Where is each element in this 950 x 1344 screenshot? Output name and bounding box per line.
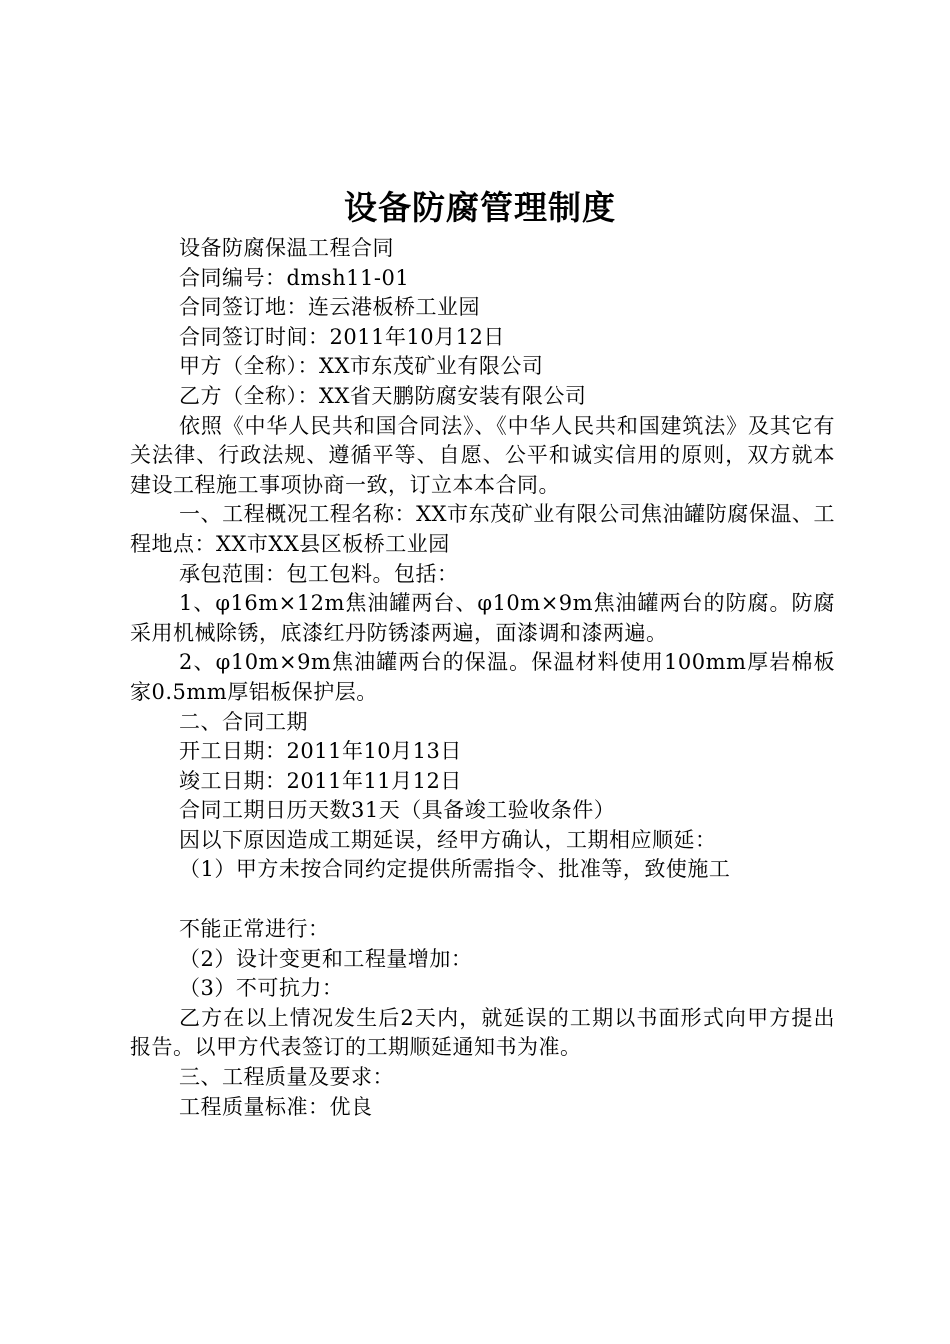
section-heading-quality: 三、工程质量及要求：: [179, 1065, 394, 1090]
start-date: 开工日期：2011年10月13日: [179, 739, 462, 764]
party-a: 甲方（全称）：XX市东茂矿业有限公司: [179, 354, 544, 379]
scope-item-insulation: 2、φ10m×9m焦油罐两台的保温。保温材料使用100mm厚岩棉板家0.5mm厚铝板保护层。: [130, 650, 835, 704]
quality-standard: 工程质量标准：优良: [179, 1094, 373, 1119]
legal-basis-paragraph: 依照《中华人民共和国合同法》、《中华人民共和国建筑法》及其它有关法律、行政法规、遵循平等、自愿、公平和诚实信用的原则，双方就本建设工程施工事项协商一致，订立本本合同。: [130, 413, 835, 497]
contract-heading: 设备防腐保温工程合同: [179, 236, 394, 260]
party-b: 乙方（全称）：XX省天鹏防腐安装有限公司: [179, 383, 587, 408]
document-title: 设备防腐管理制度: [344, 188, 616, 227]
signing-date: 合同签订时间：2011年10月12日: [179, 324, 505, 349]
scope-item-anticorrosion: 1、φ16m×12m焦油罐两台、φ10m×9m焦油罐两台的防腐。防腐采用机械除锈，底漆红丹防锈漆两遍，面漆调和漆两遍。: [130, 591, 835, 645]
contract-number: 合同编号：dmsh11-01: [179, 265, 410, 290]
section-heading-schedule: 二、合同工期: [179, 709, 308, 734]
project-overview: 一、工程概况工程名称：XX市东茂矿业有限公司焦油罐防腐保温、工程地点：XX市XX县区板桥工业园: [130, 502, 835, 556]
delay-cause-1: （1）甲方未按合同约定提供所需指令、批准等，致使施工: [179, 857, 731, 882]
duration-days: 合同工期日历天数31天（具备竣工验收条件）: [179, 798, 616, 823]
delay-causes-intro: 因以下原因造成工期延误，经甲方确认，工期相应顺延：: [179, 827, 717, 852]
delay-cause-2: （2）设计变更和工程量增加：: [179, 946, 473, 971]
delay-cause-3: （3）不可抗力：: [179, 976, 344, 1001]
page-gap: [130, 885, 835, 915]
document-body: [130, 234, 835, 1122]
delay-report-paragraph: 乙方在以上情况发生后2天内，就延误的工期以书面形式向甲方提出报告。以甲方代表签订的工期顺延通知书为准。: [130, 1005, 835, 1060]
signing-place: 合同签订地：连云港板桥工业园: [179, 295, 480, 320]
completion-date: 竣工日期：2011年11月12日: [179, 768, 462, 793]
contract-scope: 承包范围：包工包料。包括：: [179, 561, 459, 586]
delay-cause-1-continued: 不能正常进行：: [179, 917, 330, 942]
